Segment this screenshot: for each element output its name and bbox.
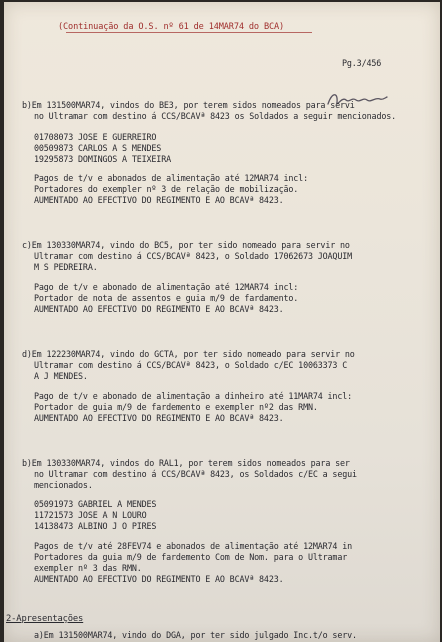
section-3-line-3: A J MENDES. — [34, 371, 88, 381]
section-3-line-4: Pago de t/v e abonado de alimentação a dinheiro até 11MAR74 incl: — [34, 391, 352, 401]
section-1-line-7: Portadores do exempler nº 3 de relação de mobilização. — [34, 184, 299, 194]
section-4-line-1: b)Em 130330MAR74, vindos do RAL1, por terem sidos nomeados para ser — [22, 458, 350, 468]
document-page — [4, 2, 440, 642]
section-2-line-6: AUMENTADO AO EFECTIVO DO REGIMENTO E AO BCAVª 8423. — [34, 304, 284, 314]
section-3-line-5: Portador de guia m/9 de fardemento e exempler nº2 das RMN. — [34, 402, 318, 412]
section-3-line-2: Ultramar com destino á CCS/BCAVª 8423, o Soldado c/EC 10063373 C — [34, 360, 348, 370]
section-1-line-2: no Ultramar com destino á CCS/BCAVª 8423 os Soldados a seguir mencionados. — [34, 111, 397, 121]
section-2-line-4: Pago de t/v e abonado de alimentação até 12MAR74 incl: — [34, 282, 299, 292]
section-heading-apresentacoes: 2-Apresentações — [6, 614, 84, 624]
section-4-line-7: Pagos de t/v até 28FEV74 e abonados de alimentação até 12MAR74 in — [34, 541, 352, 551]
footer-partial-line: a)Em 131500MAR74, vindo do DGA, por ter sido julgado Inc.t/o serv. — [34, 630, 357, 640]
section-3-line-1: d)Em 122230MAR74, vindo do GCTA, por ter sido nomeado para servir no — [22, 349, 355, 359]
section-1-line-4: 00509873 CARLOS A S MENDES — [34, 143, 162, 153]
section-4-line-10: AUMENTADO AO EFECTIVO DO REGIMENTO E AO BCAVª 8423. — [34, 574, 284, 584]
page-number: Pg.3/456 — [342, 58, 382, 68]
section-1-line-5: 19295873 DOMINGOS A TEIXEIRA — [34, 154, 171, 164]
section-4-line-2: no Ultramar com destino á CCS/BCAVª 8423, os Soldados c/EC a segui — [34, 469, 357, 479]
section-2-line-2: Ultramar com destino á CCS/BCAVª 8423, o Soldado 17062673 JOAQUIM — [34, 251, 352, 261]
section-4-line-8: Portadores da guia m/9 de fardemento Com de Nom. para o Ultramar — [34, 552, 348, 562]
section-2-line-5: Portador de nota de assentos e guia m/9 de fardamento. — [34, 293, 299, 303]
header-underline — [66, 32, 312, 33]
section-1-line-1: b)Em 131500MAR74, vindos do BE3, por terem sidos nomeados para servi — [22, 100, 355, 110]
section-4-line-3: mencionados. — [34, 480, 93, 490]
section-1-line-6: Pagos de t/v e abonados de alimentação até 12MAR74 incl: — [34, 173, 308, 183]
section-2-line-1: c)Em 130330MAR74, vindo do BC5, por ter sido nomeado para servir no — [22, 240, 350, 250]
section-1-line-8: AUMENTADO AO EFECTIVO DO REGIMENTO E AO BCAVª 8423. — [34, 195, 284, 205]
section-4-line-4: 05091973 GABRIEL A MENDES — [34, 499, 157, 509]
section-1-line-3: 01708073 JOSE E GUERREIRO — [34, 132, 157, 142]
section-4-line-6: 14138473 ALBINO J O PIRES — [34, 521, 157, 531]
section-4-line-5: 11721573 JOSE A N LOURO — [34, 510, 147, 520]
section-3-line-6: AUMENTADO AO EFECTIVO DO REGIMENTO E AO BCAVª 8423. — [34, 413, 284, 423]
section-2-line-3: M S PEDREIRA. — [34, 262, 98, 272]
section-4-line-9: exempler nº 3 das RMN. — [34, 563, 142, 573]
header-title: (Continuação da O.S. nº 61 de 14MAR74 do BCA) — [58, 22, 285, 32]
